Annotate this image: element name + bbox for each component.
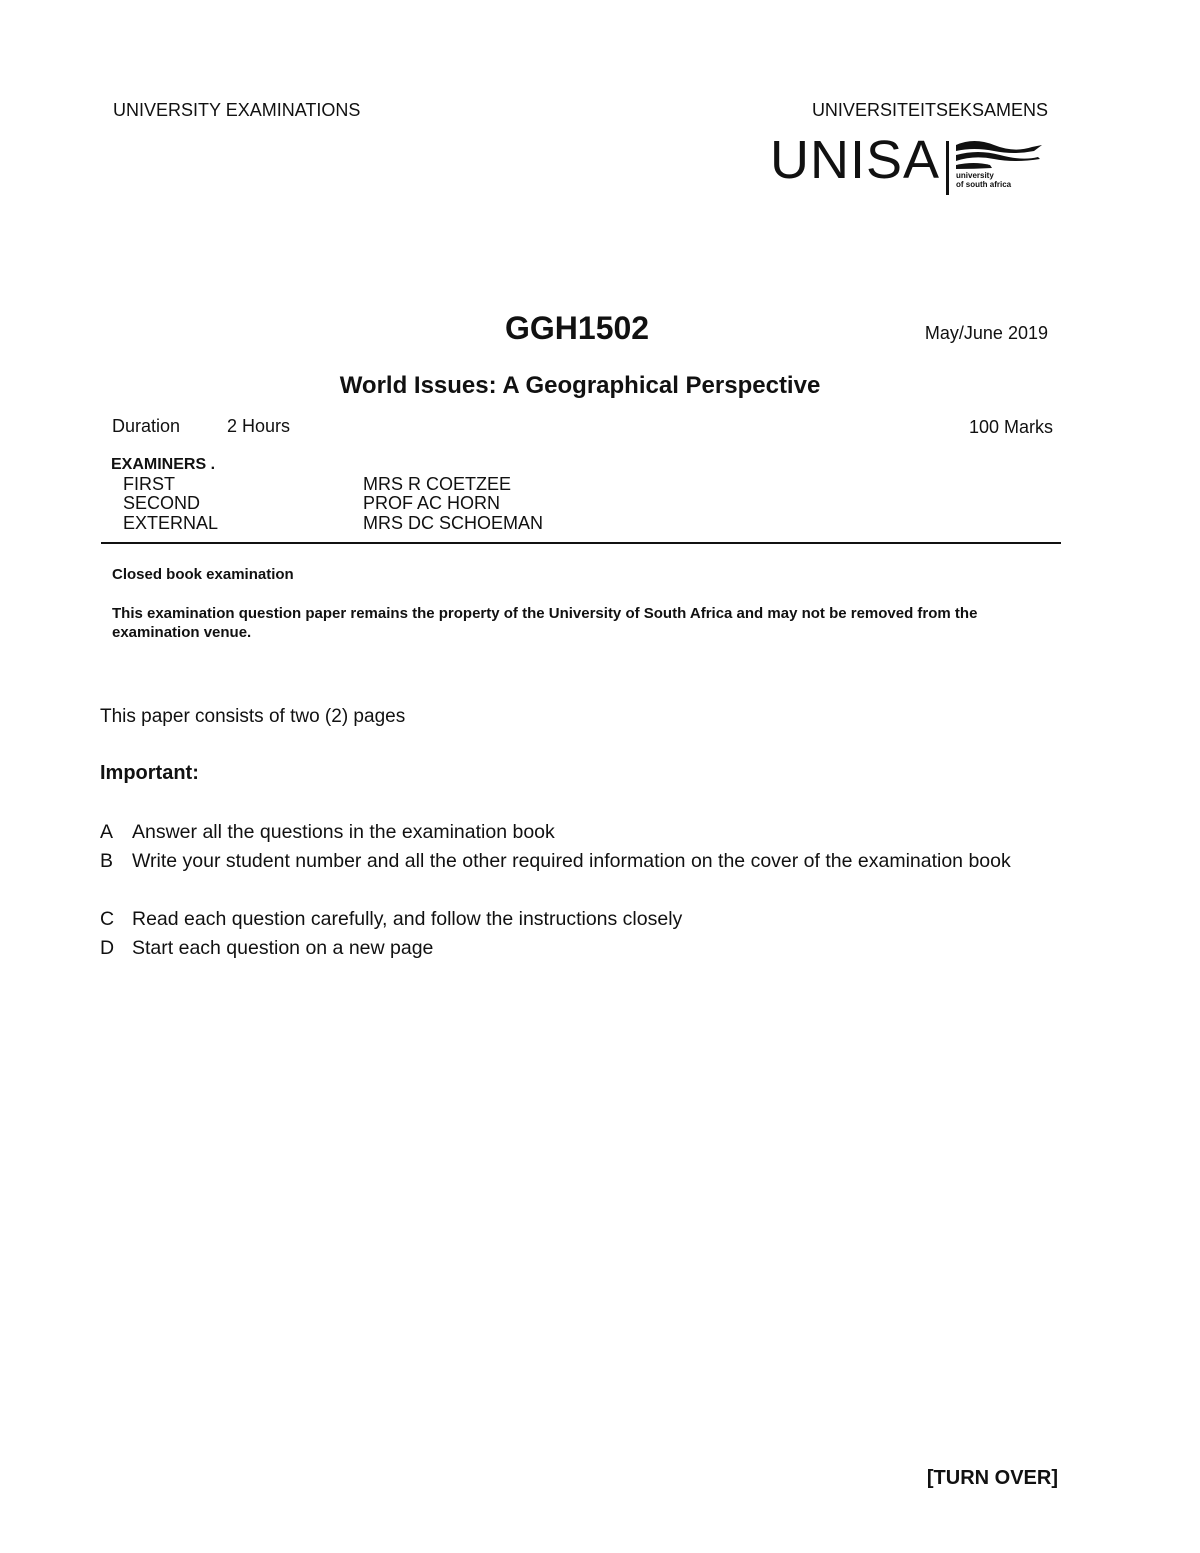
turn-over-note: [TURN OVER] (926, 1467, 1058, 1489)
logo-tagline-1: university (956, 171, 994, 180)
instruction-letter: D (100, 937, 115, 959)
instruction-item (100, 905, 1080, 934)
property-notice: This examination question paper remains the property of the University of South Africa and may not be removed from the examination venue. (112, 605, 978, 641)
examiner-role: EXTERNAL (123, 513, 219, 533)
instruction-letter: A (100, 821, 114, 843)
header-left-title: UNIVERSITY EXAMINATIONS (113, 100, 361, 120)
logo-tagline-2: of south africa (956, 180, 1012, 189)
logo-emblem-icon (954, 139, 1044, 171)
instruction-item (100, 818, 1080, 847)
instruction-text: Answer all the questions in the examination book (132, 821, 555, 843)
page-count-note: This paper consists of two (2) pages (100, 706, 406, 727)
instruction-item (100, 934, 1080, 963)
instruction-item (100, 847, 1080, 876)
examiners-heading: EXAMINERS . (111, 456, 216, 473)
instruction-text: Start each question on a new page (132, 937, 434, 959)
instruction-text: Write your student number and all the other required information on the cover of the examination book (132, 850, 1011, 872)
total-marks: 100 Marks (968, 417, 1053, 437)
exam-session: May/June 2019 (924, 323, 1048, 343)
examiner-role: FIRST (123, 474, 175, 494)
closed-book-notice: Closed book examination (112, 566, 294, 583)
logo-wordmark: UNISA (770, 130, 941, 190)
examiner-name: PROF AC HORN (363, 493, 501, 513)
instruction-letter: C (100, 908, 115, 930)
course-title: World Issues: A Geographical Perspective (339, 372, 821, 399)
instruction-text: Read each question carefully, and follow the instructions closely (132, 908, 683, 930)
course-code: GGH1502 (505, 310, 650, 346)
examiner-name: MRS DC SCHOEMAN (363, 513, 544, 533)
duration-label: Duration (112, 416, 181, 436)
unisa-logo (770, 130, 1040, 199)
duration-value: 2 Hours (227, 416, 291, 436)
instruction-letter: B (100, 850, 114, 872)
logo-divider (946, 141, 949, 195)
header-divider (101, 542, 1061, 544)
examiner-role: SECOND (123, 493, 201, 513)
examiner-name: MRS R COETZEE (363, 474, 512, 494)
important-heading: Important: (100, 762, 199, 784)
header-right-title: UNIVERSITEITSEKSAMENS (811, 100, 1048, 120)
